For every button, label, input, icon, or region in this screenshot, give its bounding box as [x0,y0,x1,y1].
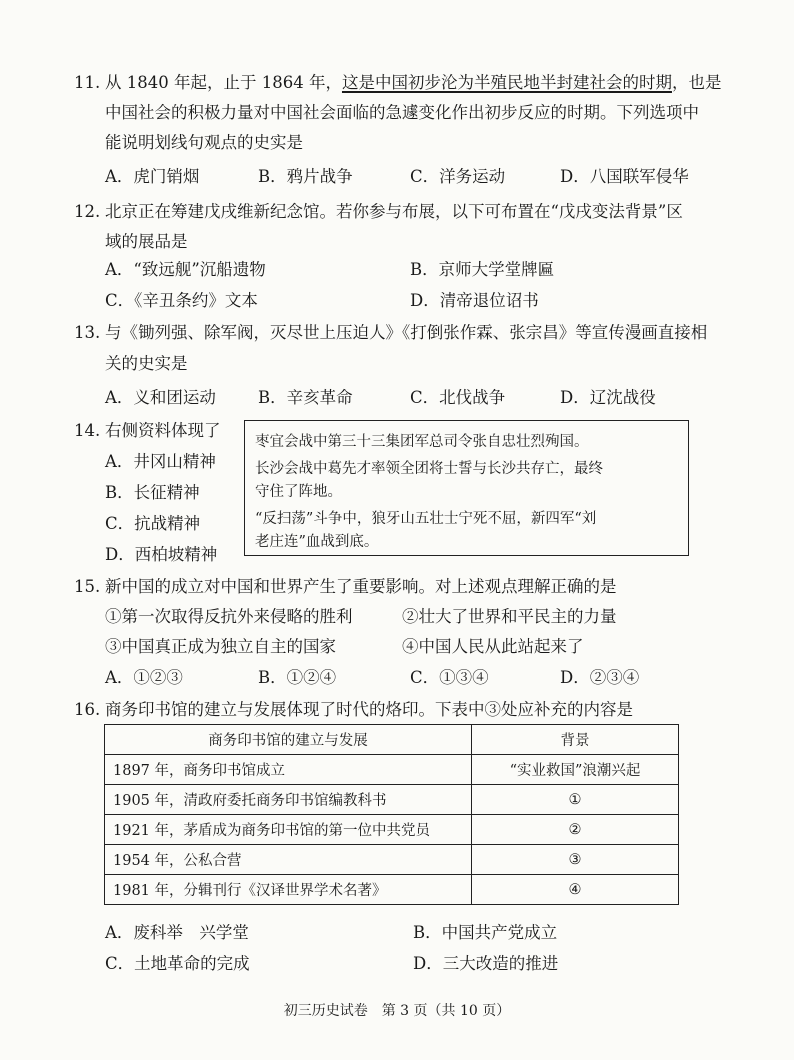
q13-option-c[interactable]: C．北伐战争 [410,388,506,407]
q14-source-material-box [244,420,689,556]
q12-line1: 北京正在筹建戊戌维新纪念馆。若你参与布展，以下可布置在“戊戌变法背景”区 [105,202,683,221]
q14-quote-line: “反扫荡”斗争中，狼牙山五壮士宁死不屈，新四军“刘 [255,511,597,527]
q15-option-d[interactable]: D．②③④ [560,668,640,687]
q11-number: 11. [74,73,101,92]
q12-option-c[interactable]: C．《辛丑条约》文本 [105,291,258,310]
q15-number: 15. [74,577,101,596]
q13-option-a[interactable]: A．义和团运动 [105,388,216,407]
q15-statement-3: ③中国真正成为独立自主的国家 [105,637,336,656]
table-row [105,755,679,785]
q15-statement-2: ②壮大了世界和平民主的力量 [402,607,617,626]
table-header-row [105,725,679,755]
table-row [105,875,679,905]
q13-option-b[interactable]: B．辛亥革命 [258,388,353,407]
table-row [105,845,679,875]
q15-option-c[interactable]: C．①③④ [410,668,489,687]
table-cell-event: 1954 年，公私合营 [105,845,472,875]
q11-line3: 能说明划线句观点的史实是 [105,133,303,152]
q11-option-c[interactable]: C．洋务运动 [410,167,506,186]
q11-line1-a: 从 1840 年起，止于 1864 年， [105,73,342,92]
q14-option-b[interactable]: B．长征精神 [105,483,200,502]
table-cell-event: 1921 年，茅盾成为商务印书馆的第一位中共党员 [105,815,472,845]
q14-option-d[interactable]: D．西柏坡精神 [105,545,218,564]
table-cell-background: ③ [472,845,679,875]
table-header-development: 商务印书馆的建立与发展 [105,725,472,755]
q14-stem: 右侧资料体现了 [105,421,221,440]
q16-option-b[interactable]: B．中国共产党成立 [413,923,558,942]
q15-option-a[interactable]: A．①②③ [105,668,183,687]
table-cell-event: 1897 年，商务印书馆成立 [105,755,472,785]
table-cell-event: 1905 年，清政府委托商务印书馆编教科书 [105,785,472,815]
q16-stem: 商务印书馆的建立与发展体现了时代的烙印。下表中③处应补充的内容是 [105,700,633,719]
q14-quote-line: 长沙会战中葛先才率领全团将士誓与长沙共存亡，最终 [255,461,603,477]
q11-line2: 中国社会的积极力量对中国社会面临的急遽变化作出初步反应的时期。下列选项中 [105,103,699,122]
page-footer: 初三历史试卷 第 3 页（共 10 页） [283,1003,511,1019]
table-cell-background: ④ [472,875,679,905]
q15-option-b[interactable]: B．①②④ [258,668,337,687]
q11-underlined-sentence: 这是中国初步沦为半殖民地半封建社会的时期 [341,73,672,92]
q14-quote-line: 老庄连”血战到底。 [255,534,379,550]
q16-option-c[interactable]: C．土地革命的完成 [105,954,250,973]
q14-option-c[interactable]: C．抗战精神 [105,514,201,533]
table-cell-background: ② [472,815,679,845]
table-cell-event: 1981 年，分辑刊行《汉译世界学术名著》 [105,875,472,905]
q13-number: 13. [74,323,101,342]
q11-option-a[interactable]: A．虎门销烟 [105,167,200,186]
q12-option-d[interactable]: D．清帝退位诏书 [410,291,539,310]
q16-table [104,724,679,905]
q15-stem: 新中国的成立对中国和世界产生了重要影响。对上述观点理解正确的是 [105,577,617,596]
table-cell-background: “实业救国”浪潮兴起 [472,755,679,785]
q14-quote-line: 守住了阵地。 [255,484,342,500]
q11-line1-b: ，也是 [671,73,722,92]
q11-option-b[interactable]: B．鸦片战争 [258,167,353,186]
q12-line2: 域的展品是 [105,232,188,251]
table-row [105,815,679,845]
q14-number: 14. [74,421,101,440]
q16-option-d[interactable]: D．三大改造的推进 [413,954,559,973]
q11-line1 [105,72,721,94]
q13-option-d[interactable]: D．辽沈战役 [560,388,656,407]
q14-quote-line: 枣宜会战中第三十三集团军总司令张自忠壮烈殉国。 [255,434,589,450]
table-header-background: 背景 [472,725,679,755]
q13-line1: 与《锄列强、除军阀，灭尽世上压迫人》《打倒张作霖、张宗昌》等宣传漫画直接相 [105,323,708,342]
q14-option-a[interactable]: A．井冈山精神 [105,452,216,471]
q13-line2: 关的史实是 [105,354,188,373]
q12-option-b[interactable]: B．京师大学堂牌匾 [410,260,555,279]
q12-number: 12. [74,202,101,221]
q11-option-d[interactable]: D．八国联军侵华 [560,167,689,186]
q15-statement-1: ①第一次取得反抗外来侵略的胜利 [105,607,353,626]
table-row [105,785,679,815]
table-cell-background: ① [472,785,679,815]
q12-option-a[interactable]: A．“致远舰”沉船遗物 [105,260,266,279]
q16-option-a[interactable]: A．废科举 兴学堂 [105,923,249,942]
q16-number: 16. [74,700,101,719]
q15-statement-4: ④中国人民从此站起来了 [402,637,584,656]
